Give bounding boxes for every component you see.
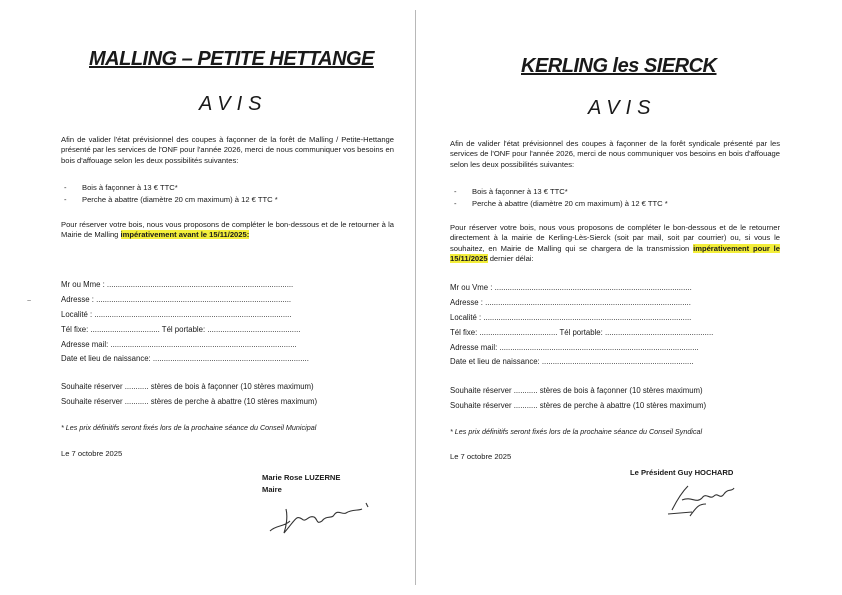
left-signer-name: Marie Rose LUZERNE bbox=[262, 473, 341, 482]
left-title: MALLING – PETITE HETTANGE bbox=[89, 48, 374, 70]
left-field-phone[interactable]: Tél fixe: ................................ Tél portable: ........................................... bbox=[61, 325, 301, 334]
left-bullet-bois-text: Bois à façonner à 13 € TTC* bbox=[82, 183, 178, 192]
right-bullet-perche-text: Perche à abattre (diamètre 20 cm maximum) à 12 € TTC * bbox=[472, 199, 668, 208]
right-reserve-deadline: impérativement pour le 15/11/2025 bbox=[450, 243, 780, 264]
left-bullet-bois: - Bois à façonner à 13 € TTC* bbox=[64, 183, 178, 192]
left-price-note: * Les prix définitifs seront fixés lors de la prochaine séance du Conseil Municipal bbox=[61, 423, 317, 432]
right-bullet-perche: - Perche à abattre (diamètre 20 cm maximum) à 12 € TTC * bbox=[454, 199, 668, 208]
page-fold-divider bbox=[415, 10, 416, 585]
right-reserve-text: Pour réserver votre bois, nous vous proposons de compléter le bon-dessous et de le retourner directement à la mairie de Kerling-Lès-Sierck (soit par mail, soit par courrier) ou, si vous le souhaitez, en Mairie de Malling qui se chargera de la transmission bbox=[450, 223, 780, 253]
left-reserve-paragraph bbox=[61, 220, 394, 241]
right-field-name[interactable]: Mr ou Vme : ........................................................................................... bbox=[450, 283, 692, 292]
right-signature-image bbox=[662, 478, 744, 520]
left-field-email[interactable]: Adresse mail: ...................................................................................... bbox=[61, 340, 297, 349]
right-field-address[interactable]: Adresse : ............................................................................................... bbox=[450, 298, 691, 307]
left-field-name[interactable]: Mr ou Mme : ...................................................................................... bbox=[61, 280, 294, 289]
left-avis-heading: AVIS bbox=[199, 93, 268, 115]
right-field-email[interactable]: Adresse mail: ............................................................................................ bbox=[450, 343, 699, 352]
right-field-locality[interactable]: Localité : ................................................................................................ bbox=[450, 313, 692, 322]
left-reserve-deadline: impérativement avant le 15/11/2025: bbox=[120, 230, 250, 240]
left-bullet-perche: - Perche à abattre (diamètre 20 cm maximum) à 12 € TTC * bbox=[64, 195, 278, 204]
left-margin-mark: ~ bbox=[27, 298, 32, 305]
left-souhait-bois[interactable]: Souhaite réserver ........... stères de bois à façonner (10 stères maximum) bbox=[61, 382, 314, 391]
right-avis-heading: AVIS bbox=[588, 97, 657, 119]
left-signature-image bbox=[262, 495, 380, 537]
left-intro-paragraph: Afin de valider l'état prévisionnel des coupes à façonner de la forêt de Malling / Petite-Hettange présenté par les services de l'ONF pour l'année 2026, merci de nous communiquer vos besoins en bois d'affouage selon les deux possibilités suivantes: bbox=[61, 135, 394, 165]
right-souhait-perche[interactable]: Souhaite réserver ........... stères de perche à abattre (10 stères maximum) bbox=[450, 401, 707, 410]
right-reserve-tail: dernier délai: bbox=[487, 254, 534, 264]
left-souhait-perche[interactable]: Souhaite réserver ........... stères de perche à abattre (10 stères maximum) bbox=[61, 397, 318, 406]
right-intro-paragraph: Afin de valider l'état prévisionnel des coupes à façonner de la forêt syndicale présenté par les services de l'ONF pour l'année 2026, merci de nous communiquer vos besoins en bois d'affouage selon les deux possibilités suivantes: bbox=[450, 139, 780, 169]
left-reserve-text: Pour réserver votre bois, nous vous proposons de compléter le bon-dessous et de le retourner à la Mairie de Malling bbox=[61, 220, 394, 240]
right-price-note: * Les prix définitifs seront fixés lors de la prochaine séance du Conseil Syndical bbox=[450, 427, 703, 436]
left-field-birth[interactable]: Date et lieu de naissance: ........................................................................ bbox=[61, 354, 309, 363]
right-field-phone[interactable]: Tél fixe: .................................... Tél portable: .................................................. bbox=[450, 328, 714, 337]
left-bullet-perche-text: Perche à abattre (diamètre 20 cm maximum) à 12 € TTC * bbox=[82, 195, 278, 204]
right-bullet-bois-text: Bois à façonner à 13 € TTC* bbox=[472, 187, 568, 196]
right-signer-name: Le Président Guy HOCHARD bbox=[630, 468, 734, 477]
left-field-locality[interactable]: Localité : ........................................................................................... bbox=[61, 310, 292, 319]
left-signer-role: Maire bbox=[262, 485, 282, 494]
right-date: Le 7 octobre 2025 bbox=[450, 452, 512, 461]
right-field-birth[interactable]: Date et lieu de naissance: ...................................................................... bbox=[450, 357, 694, 366]
left-date: Le 7 octobre 2025 bbox=[61, 449, 123, 458]
right-title: KERLING les SIERCK bbox=[521, 55, 717, 77]
left-field-address[interactable]: Adresse : .......................................................................................... bbox=[61, 295, 292, 304]
right-reserve-paragraph bbox=[450, 223, 780, 265]
right-souhait-bois[interactable]: Souhaite réserver ........... stères de bois à façonner (10 stères maximum) bbox=[450, 386, 703, 395]
right-bullet-bois: - Bois à façonner à 13 € TTC* bbox=[454, 187, 568, 196]
